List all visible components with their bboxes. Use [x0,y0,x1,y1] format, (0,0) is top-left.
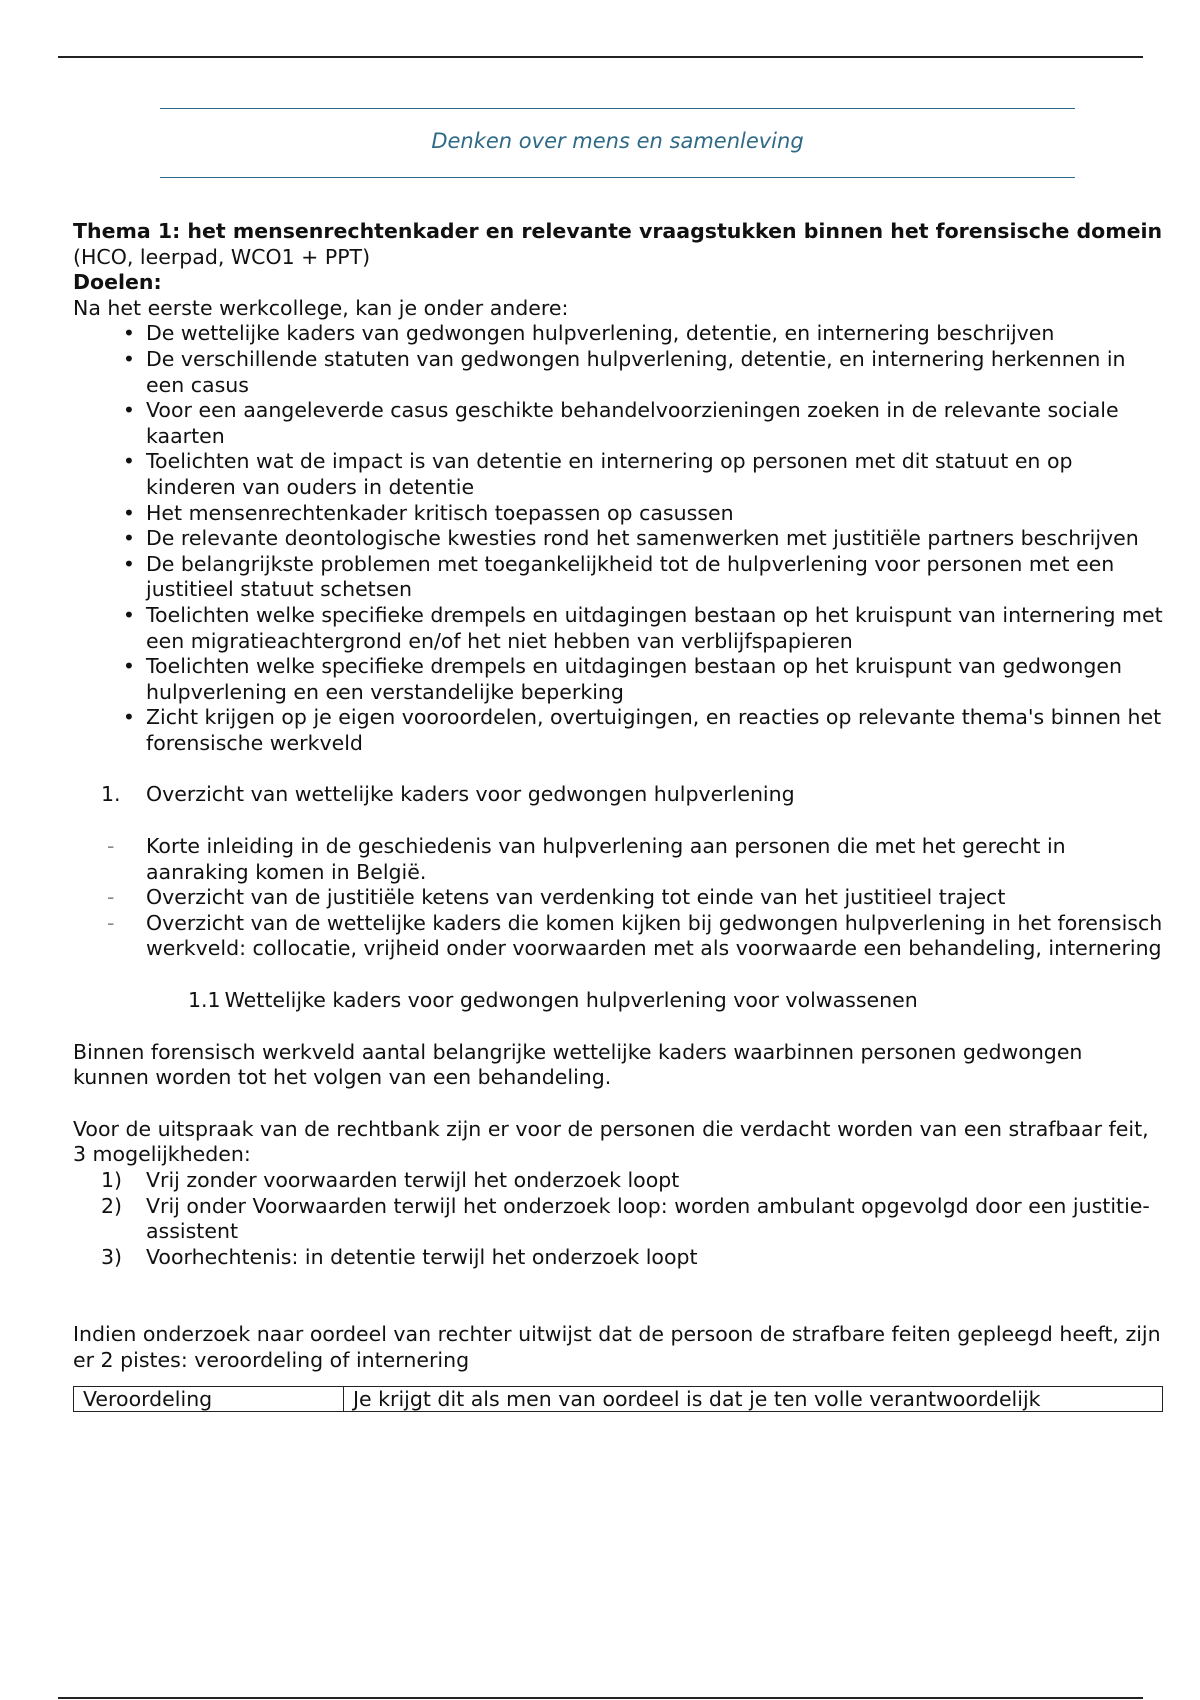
list-item: • Toelichten wat de impact is van detentie en internering op personen met dit statuut en op kinderen van ouders in detentie [73,449,1163,500]
bullet-icon: • [122,321,135,346]
goals-list [73,321,1163,756]
dash-icon: - [107,910,115,935]
list-item: • Toelichten welke specifieke drempels en uitdagingen bestaan op het kruispunt van internering met een migratieachtergrond en/of het niet hebben van verblijfspapieren [73,603,1163,654]
bullet-icon: • [122,551,135,576]
option-number: 1) [101,1168,123,1192]
verdict-table [73,1386,1163,1412]
header-title: Denken over mens en samenleving [431,129,804,153]
table-cell-description: Je krijgt dit als men van oordeel is dat je ten volle verantwoordelijk [344,1386,1163,1411]
list-item: - Overzicht van de justitiële ketens van verdenking tot einde van het justitieel traject [107,885,1006,910]
subsection-title: Wettelijke kaders voor gedwongen hulpverlening voor volwassenen [224,988,918,1013]
list-item: • Het mensenrechtenkader kritisch toepassen op casussen [73,501,1163,527]
bullet-icon: • [122,705,135,730]
section-1-number: 1. [101,782,121,807]
section-1-title: Overzicht van wettelijke kaders voor gedwongen hulpverlening [146,782,795,807]
bullet-icon: • [122,398,135,423]
option-number: 2) [101,1193,123,1218]
top-rule [58,56,1143,58]
list-item: 2) Vrij onder Voorwaarden terwijl het onderzoek loop: worden ambulant opgevolgd door een justitie-assistent [101,1193,1150,1244]
dash-icon: - [107,834,115,859]
bullet-icon: • [122,346,135,371]
list-item: • De belangrijkste problemen met toegankelijkheid tot de hulpverlening voor personen met een justitieel statuut schetsen [73,552,1163,603]
goals-label: Doelen: [73,270,162,295]
bullet-icon: • [122,526,135,551]
list-item: • Zicht krijgen op je eigen vooroordelen, overtuigingen, en reacties op relevante thema's binnen het forensische werkveld [73,705,1163,756]
option-number: 3) [101,1244,123,1269]
section-1-heading [73,782,1163,808]
bullet-icon: • [122,449,135,474]
bullet-icon: • [122,500,135,525]
list-item: - Korte inleiding in de geschiedenis van hulpverlening aan personen die met het gerecht in aanraking komen in België. [107,834,1066,884]
document-header [160,108,1075,178]
theme-sources: (HCO, leerpad, WCO1 + PPT) [73,244,371,269]
list-item: • De relevante deontologische kwesties rond het samenwerken met justitiële partners beschrijven [73,526,1163,552]
paragraph-pathways: Indien onderzoek naar oordeel van rechter uitwijst dat de persoon de strafbare feiten gepleegd heeft, zijn er 2 pistes: veroordeling of internering [73,1322,1161,1372]
subsection-number: 1.1 [188,988,221,1013]
list-item: • Voor een aangeleverde casus geschikte behandelvoorzieningen zoeken in de relevante sociale kaarten [73,398,1163,449]
options-list [73,1168,1163,1270]
list-item: 1) Vrij zonder voorwaarden terwijl het onderzoek loopt [101,1168,680,1192]
table-cell-term: Veroordeling [74,1386,344,1411]
list-item: • De wettelijke kaders van gedwongen hulpverlening, detentie, en internering beschrijven [73,321,1163,347]
section-1-list [73,834,1163,962]
list-item: • De verschillende statuten van gedwongen hulpverlening, detentie, en internering herkennen in een casus [73,347,1163,398]
list-item: 3) Voorhechtenis: in detentie terwijl het onderzoek loopt [101,1244,698,1269]
subsection-heading [73,988,1163,1014]
paragraph-options-intro: Voor de uitspraak van de rechtbank zijn er voor de personen die verdacht worden van een strafbaar feit, 3 mogelijkheden: [73,1116,1149,1167]
goals-intro: Na het eerste werkcollege, kan je onder andere: [73,295,569,320]
theme-heading: Thema 1: het mensenrechtenkader en relevante vraagstukken binnen het forensische domein [73,219,1163,243]
dash-icon: - [107,885,115,910]
document-body [73,219,1163,1412]
bullet-icon: • [122,654,135,679]
list-item: - Overzicht van de wettelijke kaders die komen kijken bij gedwongen hulpverlening in het forensisch werkveld: collocatie, vrijheid onder voorwaarden met als voorwaarde een behandeling, internering [107,910,1163,961]
bullet-icon: • [122,602,135,627]
list-item: • Toelichten welke specifieke drempels en uitdagingen bestaan op het kruispunt van gedwongen hulpverlening en een verstandelijke beperking [73,654,1163,705]
paragraph-frameworks: Binnen forensisch werkveld aantal belangrijke wettelijke kaders waarbinnen personen gedwongen kunnen worden tot het volgen van een behandeling. [73,1039,1083,1090]
bottom-rule [58,1697,1143,1699]
table-row [74,1386,1163,1411]
